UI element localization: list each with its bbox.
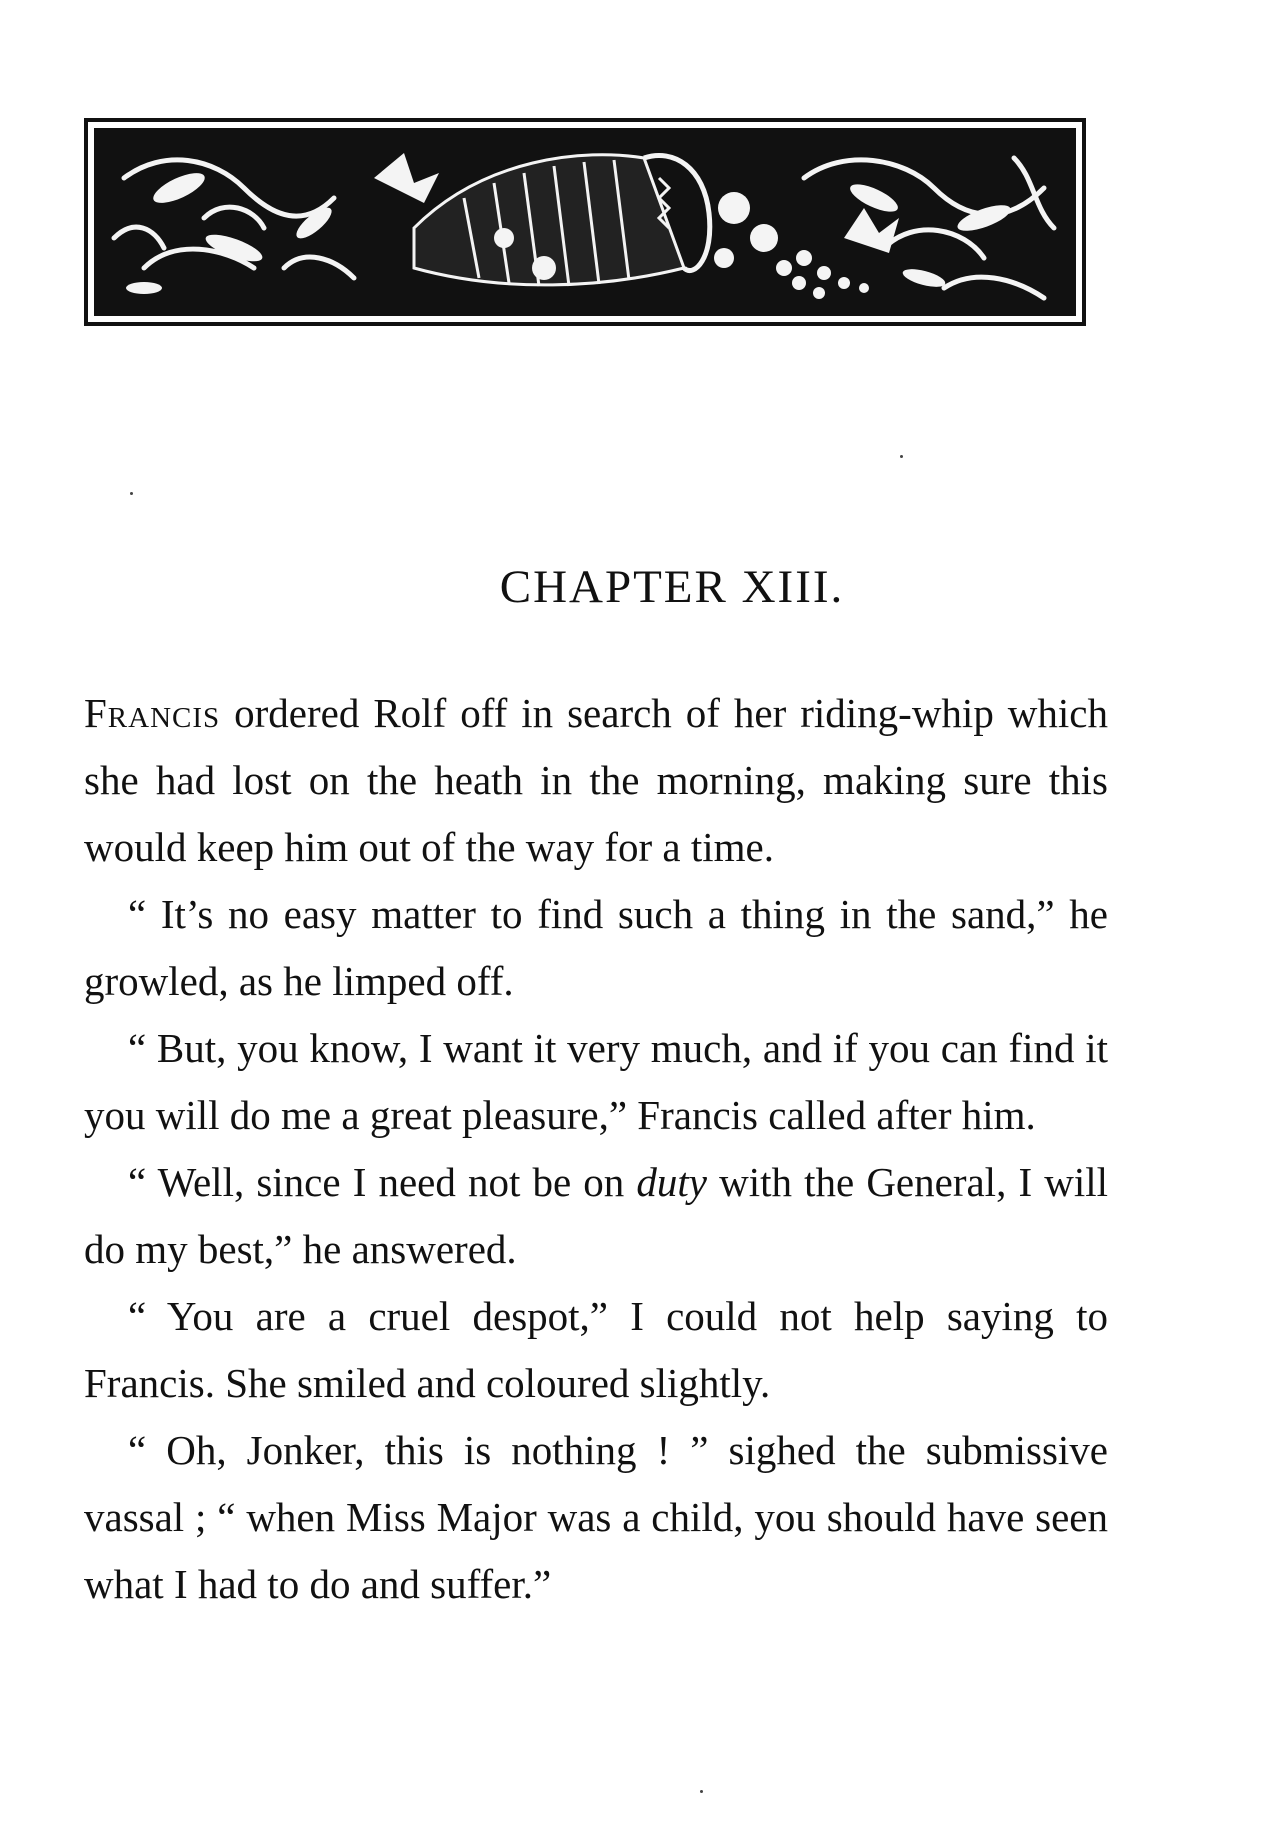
paragraph <box>84 1149 1108 1283</box>
paragraph-text: “ Well, since I need not be on <box>128 1159 637 1205</box>
italic-word: duty <box>636 1159 707 1205</box>
paragraph <box>84 680 1108 881</box>
paragraph-text: with the General, I will do my best,” he answered. <box>84 1159 1108 1272</box>
paragraph-text: ordered Rolf off in search of her riding-whip which she had lost on the heath in the morning, making sure this would keep him out of the way for a time. <box>84 690 1108 870</box>
cornucopia-ornament-icon <box>84 118 1086 326</box>
paper-speck <box>130 492 133 495</box>
paragraph: “ It’s no easy matter to find such a thing in the sand,” he growled, as he limped off. <box>84 891 1108 1004</box>
paragraph: “ Oh, Jonker, this is nothing ! ” sighed the submissive vassal ; “ when Miss Major was a child, you should have seen what I had to do and suffer.” <box>84 1427 1108 1607</box>
paragraph: “ But, you know, I want it very much, and if you can find it you will do me a great pleasure,” Francis called after him. <box>84 1025 1108 1138</box>
chapter-title: CHAPTER XIII. <box>499 561 845 613</box>
paragraph: “ You are a cruel despot,” I could not help saying to Francis. She smiled and coloured slightly. <box>84 1293 1108 1406</box>
paragraph-lead-word: Francis <box>84 690 221 736</box>
paper-speck <box>900 455 903 458</box>
paper-speck <box>700 1790 703 1793</box>
chapter-body <box>84 680 1108 1618</box>
